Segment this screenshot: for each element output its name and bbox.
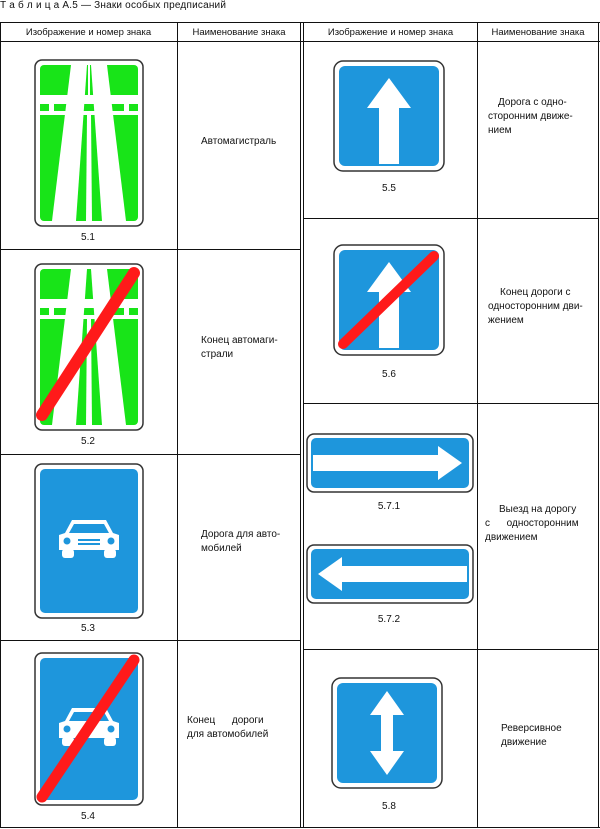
sign-name-5-1: Автомагистраль: [201, 136, 277, 147]
sign-name-5-8-line2: движение: [501, 737, 547, 748]
sign-name-5-4: [187, 714, 291, 742]
sign-name-5-7-line2: с односторонним: [485, 518, 579, 529]
sign-name-5-8-line1: Реверсивное: [501, 723, 562, 734]
sign-number-5-5: 5.5: [382, 183, 396, 194]
right-row-divider-1: [303, 218, 599, 219]
right-row-divider-2: [303, 403, 599, 404]
sign-name-5-2-line1: Конец автомаги-: [201, 335, 278, 346]
sign-5-1-motorway: [34, 59, 144, 227]
sign-number-5-7-2: 5.7.2: [377, 614, 401, 625]
sign-name-5-2: [201, 334, 278, 362]
sign-5-2-end-of-motorway: [34, 263, 144, 431]
sign-number-5-7-1: 5.7.1: [377, 501, 401, 512]
sign-name-5-5-line3: нием: [488, 125, 512, 136]
sign-name-5-5: [488, 96, 573, 138]
sign-name-5-2-line2: страли: [201, 349, 234, 360]
sign-number-5-6: 5.6: [382, 369, 396, 380]
sign-number-5-1: 5.1: [81, 232, 95, 243]
sign-name-5-6-line2: односторонним дви-: [488, 301, 583, 312]
sign-name-5-4-line1: Конец дороги: [187, 715, 264, 726]
sign-name-5-6-line3: жением: [488, 315, 524, 326]
sign-name-5-5-line1: Дорога с одно-: [498, 97, 567, 108]
sign-number-5-8: 5.8: [382, 801, 396, 812]
sign-name-5-3: [201, 528, 280, 556]
sign-name-5-3-line2: мобилей: [201, 543, 242, 554]
sign-5-7-1-exit-right: [306, 433, 474, 493]
sign-name-5-6: [488, 286, 583, 328]
table-border-left: [0, 22, 1, 828]
sign-name-5-7-line3: движением: [485, 532, 538, 543]
sign-5-7-2-exit-left: [306, 544, 474, 604]
sign-name-5-4-line2: для автомобилей: [187, 729, 269, 740]
sign-name-5-6-line1: Конец дороги с: [500, 287, 571, 298]
header-left-image: Изображение и номер знака: [25, 27, 152, 38]
sign-5-8-reversible-traffic: [331, 677, 443, 789]
sign-5-5-one-way-road: [333, 60, 445, 172]
center-double-divider-b: [303, 22, 304, 828]
header-right-image: Изображение и номер знака: [327, 27, 454, 38]
header-right-name: Наименование знака: [491, 27, 585, 38]
right-row-divider-3: [303, 649, 599, 650]
sign-name-5-5-line2: сторонним движе-: [488, 111, 573, 122]
table-caption: Т а б л и ц а А.5 — Знаки особых предписаний: [0, 0, 227, 11]
table-border-right: [598, 22, 599, 828]
right-column-divider: [477, 22, 478, 828]
sign-name-5-8: [501, 722, 562, 750]
left-row-divider-2: [0, 454, 301, 455]
left-row-divider-3: [0, 640, 301, 641]
sign-5-4-end-of-road-for-cars: [34, 652, 144, 806]
sign-5-6-end-of-one-way-road: [333, 244, 445, 356]
header-left-name: Наименование знака: [192, 27, 286, 38]
sign-name-5-7-line1: Выезд на дорогу: [499, 504, 577, 515]
sign-name-5-7: [485, 503, 589, 545]
sign-number-5-3: 5.3: [81, 623, 95, 634]
sign-name-5-3-line1: Дорога для авто-: [201, 529, 281, 540]
sign-number-5-2: 5.2: [81, 436, 95, 447]
center-double-divider-a: [300, 22, 301, 828]
left-row-divider-1: [0, 249, 301, 250]
left-column-divider: [177, 22, 178, 828]
sign-number-5-4: 5.4: [81, 811, 95, 822]
sign-5-3-road-for-cars: [34, 463, 144, 619]
